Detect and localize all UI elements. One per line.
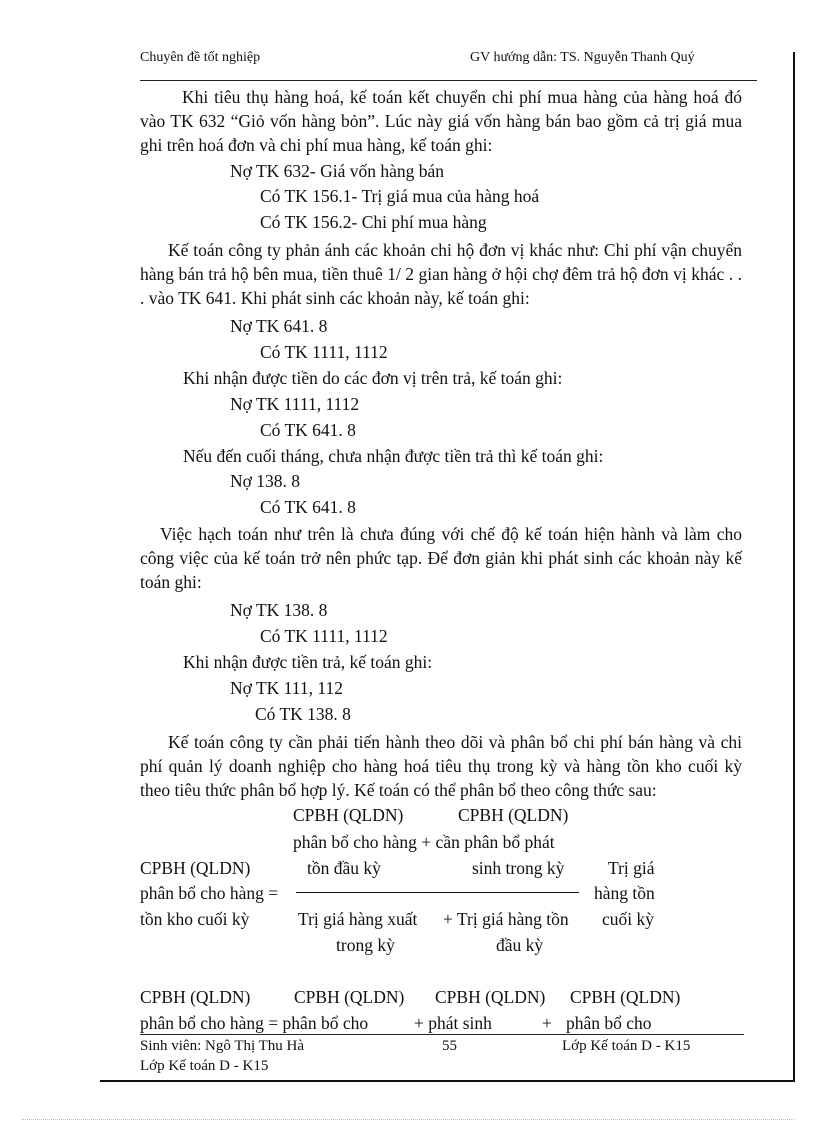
line-month-end: Nếu đến cuối tháng, chưa nhận được tiền trả thì kế toán ghi: [183, 446, 604, 466]
formula1-fraction-bar [296, 892, 579, 893]
footer-student: Sinh viên: Ngô Thị Thu Hà [140, 1038, 305, 1054]
formula1-lhs-3: tồn kho cuối kỳ [140, 909, 250, 929]
formula1-den-1: Trị giá hàng xuất [298, 909, 418, 929]
formula2-col-1: CPBH (QLDN) [140, 987, 251, 1007]
formula2-col-3: CPBH (QLDN) [435, 987, 546, 1007]
formula1-lhs-2: phân bổ cho hàng = [140, 883, 279, 903]
line-receive-cash: Khi nhận được tiền do các đơn vị trên trả, kế toán ghi: [183, 368, 563, 388]
bottom-dotted-rule [22, 1119, 794, 1120]
footer-class-left: Lớp Kế toán D - K15 [140, 1058, 269, 1074]
entry-credit-1111: Có TK 1111, 1112 [260, 342, 388, 362]
footer-page-number: 55 [442, 1038, 457, 1054]
formula1-num-b3: sinh trong kỳ [472, 858, 565, 878]
entry-debit-6418: Nợ TK 641. 8 [230, 316, 328, 336]
formula1-den-2: + Trị giá hàng tồn [443, 909, 569, 929]
formula1-num-a3: tồn đầu kỳ [307, 858, 381, 878]
formula1-rhs-3: cuối kỳ [602, 909, 655, 929]
formula1-lhs-1: CPBH (QLDN) [140, 858, 251, 878]
formula1-den-3: trong kỳ [336, 935, 395, 955]
paragraph-3: Việc hạch toán như trên là chưa đúng với chế độ kế toán hiện hành và làm cho công việc của kế toán trở nên phức tạp. Để đơn giản khi phát sinh các khoản này kế toán ghi: [140, 524, 742, 592]
entry-credit-1388: Có TK 138. 8 [255, 704, 351, 724]
entry-credit-1562: Có TK 156.2- Chi phí mua hàng [260, 212, 487, 232]
paragraph-2: Kế toán công ty phản ánh các khoản chi hộ đơn vị khác như: Chi phí vận chuyển hàng bán trả hộ bên mua, tiền thuê 1/ 2 gian hàng ở hội chợ đêm trả hộ đơn vị khác . . . vào TK 641. Khi phát sinh các khoản này, kế toán ghi: [140, 240, 742, 308]
line-receive-payment: Khi nhận được tiền trả, kế toán ghi: [183, 652, 433, 672]
header-title: Chuyên đề tốt nghiệp [140, 50, 261, 65]
formula1-rhs-1: Trị giá [608, 858, 655, 878]
formula1-num-a1: CPBH (QLDN) [293, 805, 404, 825]
entry-debit-111: Nợ TK 111, 112 [230, 678, 343, 698]
formula2-col-4: CPBH (QLDN) [570, 987, 681, 1007]
entry-credit-6418: Có TK 641. 8 [260, 420, 356, 440]
entry-credit-6418-b: Có TK 641. 8 [260, 497, 356, 517]
paragraph-4: Kế toán công ty cần phải tiến hành theo dõi và phân bổ chi phí bán hàng và chi phí quản lý doanh nghiệp cho hàng hoá tiêu thụ trong kỳ và hàng tồn kho cuối kỳ theo tiêu thức phân bổ hợp lý. Kế toán có thể phân bổ theo công thức sau: [140, 732, 742, 800]
entry-credit-1111-b: Có TK 1111, 1112 [260, 626, 388, 646]
entry-debit-632: Nợ TK 632- Giá vốn hàng bán [230, 161, 445, 181]
formula2-row-2: + phát sinh [414, 1013, 492, 1033]
formula1-rhs-2: hàng tồn [594, 883, 655, 903]
entry-debit-1388-b: Nợ TK 138. 8 [230, 600, 328, 620]
entry-debit-1111: Nợ TK 1111, 1112 [230, 394, 360, 414]
entry-credit-1561: Có TK 156.1- Trị giá mua của hàng hoá [260, 186, 540, 206]
formula2-row-3: + [542, 1013, 552, 1033]
entry-debit-1388: Nợ 138. 8 [230, 471, 301, 491]
formula2-row-1: phân bổ cho hàng = phân bổ cho [140, 1013, 369, 1033]
page-border-bottom [100, 1080, 795, 1082]
footer-rule [140, 1034, 744, 1035]
formula1-num-b1: CPBH (QLDN) [458, 805, 569, 825]
formula1-num-row2: phân bổ cho hàng + cần phân bổ phát [293, 832, 555, 852]
header-rule [140, 80, 757, 81]
paragraph-1: Khi tiêu thụ hàng hoá, kế toán kết chuyển chi phí mua hàng của hàng hoá đó vào TK 632 “Giỏ vốn hàng bỏn”. Lúc này giá vốn hàng bán bao gồm cả trị giá mua ghi trên hoá đơn và chi phí mua hàng, kế toán ghi: [140, 87, 742, 155]
formula1-den-4: đầu kỳ [496, 935, 544, 955]
formula2-col-2: CPBH (QLDN) [294, 987, 405, 1007]
footer-class-right: Lớp Kế toán D - K15 [562, 1038, 691, 1054]
header-advisor: GV hướng dẫn: TS. Nguyễn Thanh Quý [470, 50, 695, 65]
formula2-row-4: phân bổ cho [566, 1013, 652, 1033]
page-border-right [793, 52, 795, 1080]
